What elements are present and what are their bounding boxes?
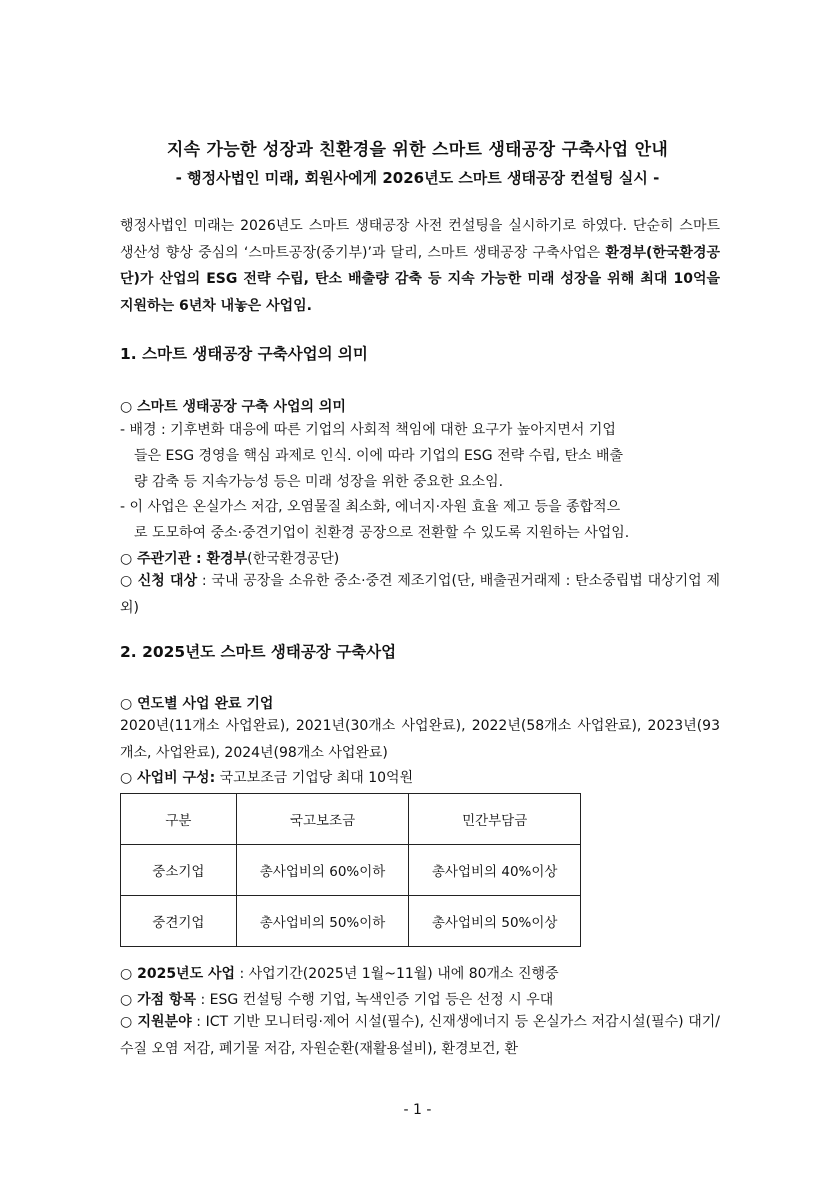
table-row [121, 845, 581, 896]
yearly-heading: ○ 연도별 사업 완료 기업 [120, 696, 274, 712]
support-field-paragraph [120, 1009, 720, 1062]
table-cell: 총사업비의 50%이하 [236, 896, 409, 947]
table-cell: 총사업비의 50%이상 [409, 896, 581, 947]
program-2025-value: : 사업기간(2025년 1월~11월) 내에 80개소 진행중 [235, 966, 559, 982]
table-row [121, 896, 581, 947]
table-header-row [121, 794, 581, 845]
section-2-title: 2. 2025년도 스마트 생태공장 구축사업 [120, 643, 397, 661]
description-line-1: - 이 사업은 온실가스 저감, 오염물질 최소화, 에너지·자원 효율 제고 등을 종합적으 [120, 499, 621, 515]
intro-paragraph [120, 213, 720, 319]
description-line-2: 로 도모하여 중소·중견기업이 친환경 공장으로 전환할 수 있도록 지원하는 사업임. [134, 525, 630, 541]
table-cell: 중소기업 [121, 845, 237, 896]
cost-table [120, 793, 581, 947]
program-2025-label: ○ 2025년도 사업 [120, 966, 236, 982]
bonus-line [120, 989, 553, 1009]
cost-line [120, 767, 413, 787]
yearly-completions: 2020년(11개소 사업완료), 2021년(30개소 사업완료), 2022년(58개소 사업완료), 2023년(93개소, 사업완료), 2024년(98개소 사업완료) [120, 718, 720, 761]
table-cell: 중견기업 [121, 896, 237, 947]
organizer-value: (한국환경공단) [247, 551, 340, 567]
organizer-label: ○ 주관기관 : 환경부 [120, 551, 248, 567]
document-title: 지속 가능한 성장과 친환경을 위한 스마트 생태공장 구축사업 안내 [166, 140, 669, 160]
cost-label: ○ 사업비 구성: [120, 770, 216, 786]
section-1-title: 1. 스마트 생태공장 구축사업의 의미 [120, 345, 368, 363]
header-cell: 구분 [121, 794, 237, 845]
table-cell: 총사업비의 60%이하 [236, 845, 409, 896]
organizer-line [120, 548, 339, 568]
section-1-heading: ○ 스마트 생태공장 구축 사업의 의미 [120, 399, 346, 415]
intro-bold-text: 환경부(한국환경공단)가 산업의 ESG 전략 수립, 탄소 배출량 감축 등 지속 가능한 미래 성장을 위해 최대 10억을 지원하는 6년차 내놓은 사업임. [120, 244, 720, 314]
target-paragraph [120, 568, 720, 621]
cost-value: 국고보조금 기업당 최대 10억원 [215, 770, 414, 786]
background-line-2: 들은 ESG 경영을 핵심 과제로 인식. 이에 따라 기업의 ESG 전략 수립, 탄소 배출 [134, 448, 624, 464]
header-cell: 국고보조금 [236, 794, 409, 845]
background-line-3: 량 감축 등 지속가능성 등은 미래 성장을 위한 중요한 요소임. [134, 474, 504, 490]
target-value: : 국내 공장을 소유한 중소·중견 제조기업(단, 배출권거래제 : 탄소중립법 대상기업 제외) [120, 573, 720, 616]
page-number: - 1 - [403, 1102, 432, 1118]
support-field-label: ○ 지원분야 [120, 1014, 192, 1030]
program-2025-line [120, 963, 559, 983]
table-cell: 총사업비의 40%이상 [409, 845, 581, 896]
bonus-label: ○ 가점 항목 [120, 992, 197, 1008]
bonus-value: : ESG 컨설팅 수행 기업, 녹색인증 기업 등은 선정 시 우대 [196, 992, 554, 1008]
support-field-value: : ICT 기반 모니터링·제어 시설(필수), 신재생에너지 등 온실가스 저감시설(필수) 대기/수질 오염 저감, 폐기물 저감, 자원순환(재활용설비), 환경보건, 환 [120, 1014, 720, 1057]
target-label: ○ 신청 대상 [120, 573, 198, 589]
header-cell: 민간부담금 [409, 794, 581, 845]
intro-text: 행정사법인 미래는 2026년도 스마트 생태공장 사전 컨설팅을 실시하기로 하였다. 단순히 스마트 생산성 향상 중심의 ‘스마트공장(중기부)’과 달리, 스마트 생태공장 구축사업은 [120, 218, 720, 261]
background-line-1: - 배경 : 기후변화 대응에 따른 기업의 사회적 책임에 대한 요구가 높아지면서 기업 [120, 422, 616, 438]
document-subtitle: - 행정사법인 미래, 회원사에게 2026년도 스마트 생태공장 컨설팅 실시 - [175, 169, 660, 187]
